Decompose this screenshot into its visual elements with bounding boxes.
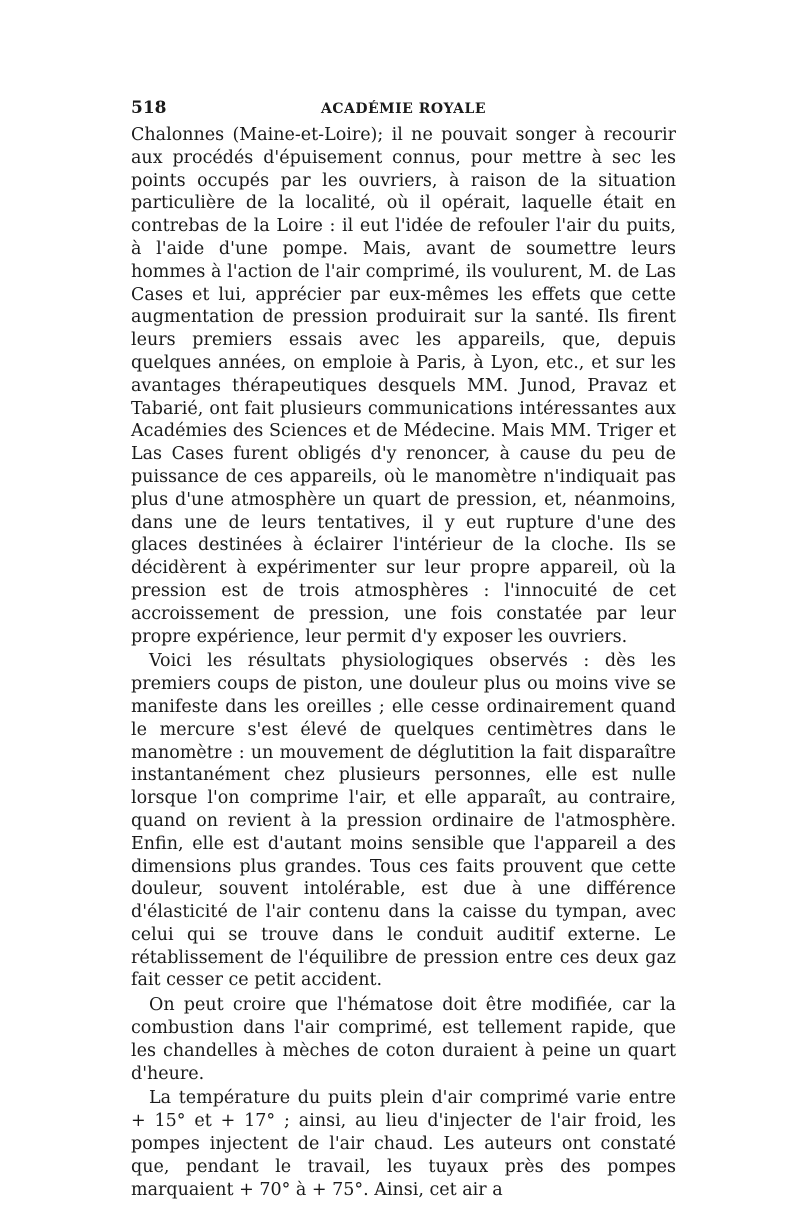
paragraph-temperature: La température du puits plein d'air comprimé varie entre + 15° et + 17° ; ainsi, au lieu d'injecter de l'air froid, les pompes injectent de l'air chaud. Les auteurs ont constaté que, pendant le travail, les tuyaux près des pompes marquaient + 70° à + 75°. Ainsi, cet air a [131, 1088, 676, 1200]
paragraph-continuation: Chalonnes (Maine-et-Loire); il ne pouvait songer à recourir aux procédés d'épuisement connus, pour mettre à sec les points occupés par les ouvriers, à raison de la situation particulière de la localité, où il opérait, laquelle était en contrebas de la Loire : il eut l'idée de refouler l'air du puits, à l'aide d'une pompe. Mais, avant de soumettre leurs hommes à l'action de l'air comprimé, ils voulurent, M. de Las Cases et lui, apprécier par eux-mêmes les effets que cette augmentation de pression produirait sur la santé. Ils firent leurs premiers essais avec les appareils, que, depuis quelques années, on emploie à Paris, à Lyon, etc., et sur les avantages thérapeutiques desquels MM. Junod, Pravaz et Tabarié, ont fait plusieurs communications intéressantes aux Académies des Sciences et de Médecine. Mais MM. Triger et Las Cases furent obligés d'y renoncer, à cause du peu de puissance de ces appareils, où le manomètre n'indiquait pas plus d'une atmosphère un quart de pression, et, néanmoins, dans une de leurs tentatives, il y eut rupture d'une des glaces destinées à éclairer l'intérieur de la cloche. Ils se décidèrent à expérimenter sur leur propre appareil, où la pression est de trois atmosphères : l'innocuité de cet accroissement de pression, une fois constatée par leur propre expérience, leur permit d'y exposer les ouvriers. [131, 125, 676, 647]
header-title: ACADÉMIE ROYALE [320, 101, 487, 117]
paragraph-hematosis: On peut croire que l'hématose doit être modifiée, car la combustion dans l'air comprimé, est tellement rapide, que les chandelles à mèches de coton duraient à peine un quart d'heure. [131, 995, 676, 1084]
paragraph-physiological-results: Voici les résultats physiologiques observés : dès les premiers coups de piston, une douleur plus ou moins vive se manifeste dans les oreilles ; elle cesse ordinairement quand le mercure s'est élevé de quelques centimètres dans le manomètre : un mouvement de déglutition la fait disparaître instantanément chez plusieurs personnes, elle est nulle lorsque l'on comprime l'air, et elle apparaît, au contraire, quand on revient à la pression ordinaire de l'atmosphère. Enfin, elle est d'autant moins sensible que l'appareil a des dimensions plus grandes. Tous ces faits prouvent que cette douleur, souvent intolérable, est due à une différence d'élasticité de l'air contenu dans la caisse du tympan, avec celui qui se trouve dans le conduit auditif externe. Le rétablissement de l'équilibre de pression entre ces deux gaz fait cesser ce petit accident. [131, 651, 676, 991]
running-head [131, 98, 676, 124]
book-page [131, 98, 676, 1201]
page-number: 518 [131, 98, 167, 118]
